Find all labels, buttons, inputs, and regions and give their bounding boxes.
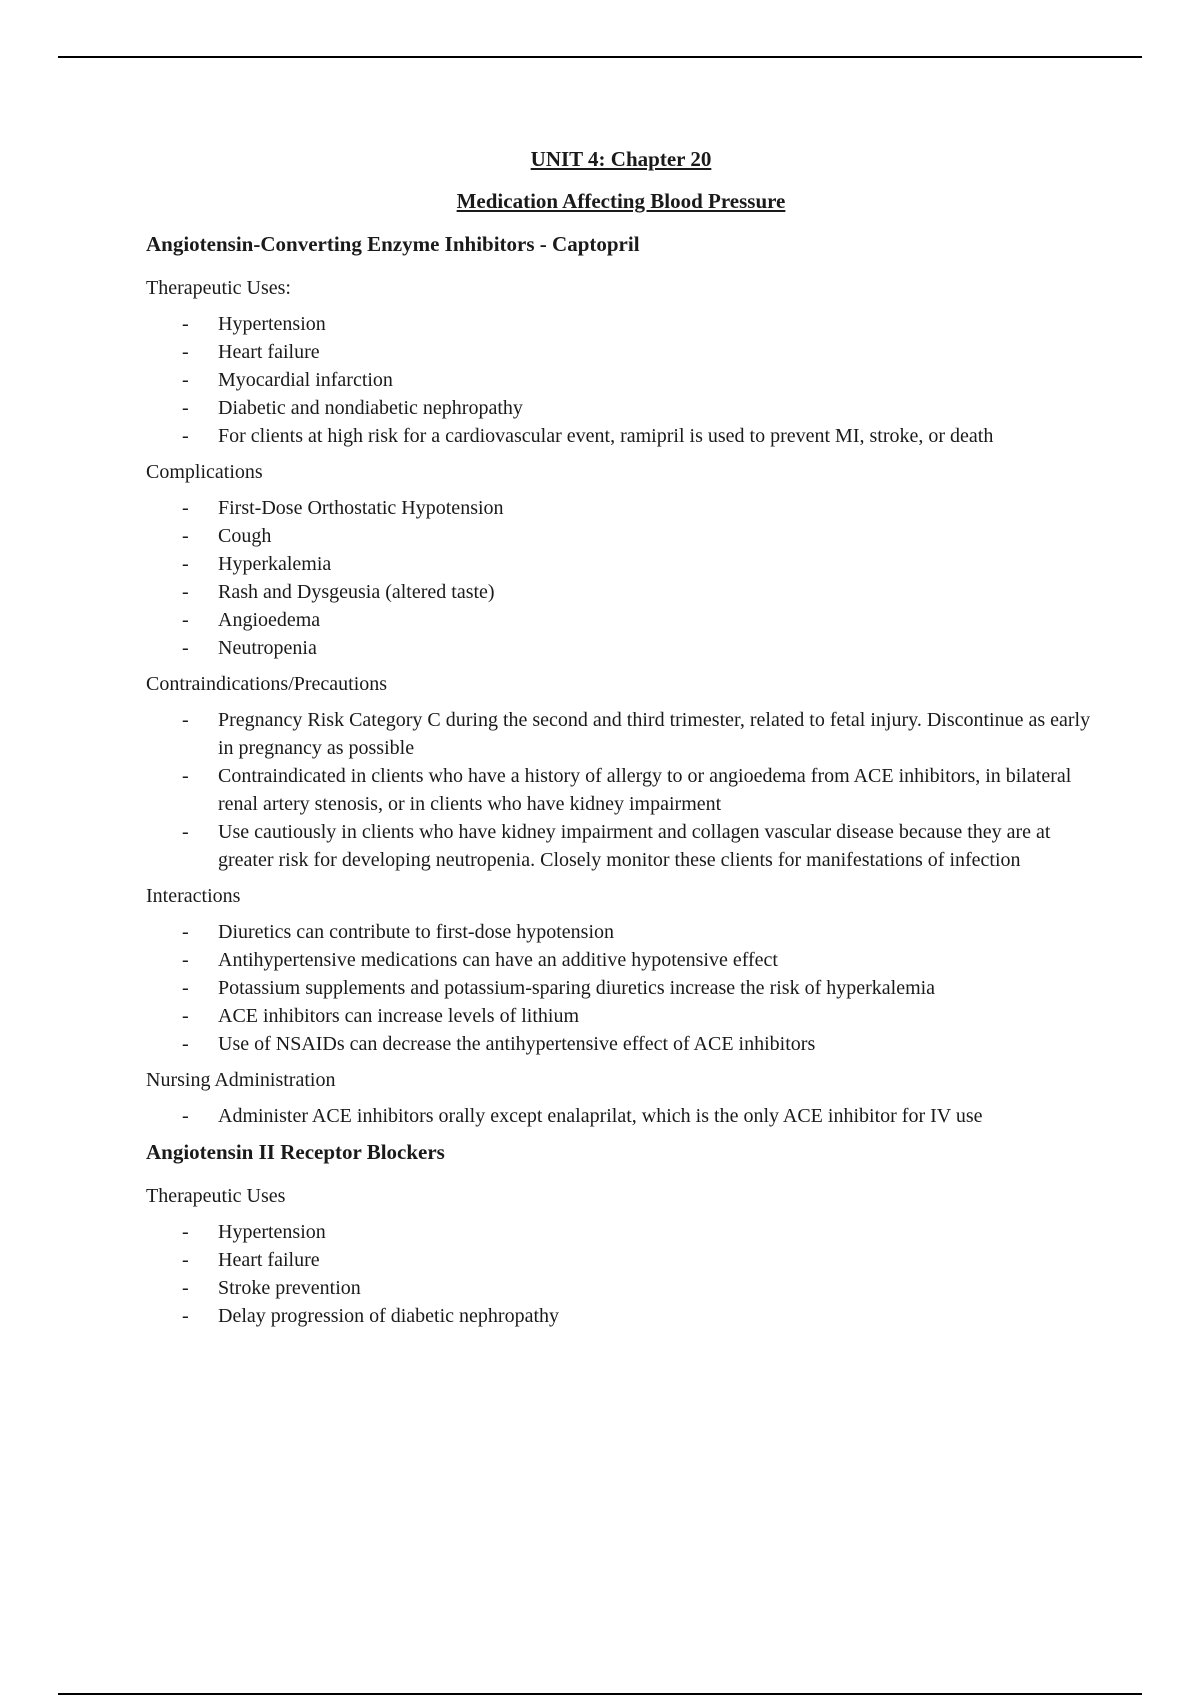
- bullet-list: [146, 494, 1096, 662]
- group-label: Complications: [146, 461, 263, 483]
- bullet-list: [146, 918, 1096, 1058]
- bullet-list: [146, 706, 1096, 874]
- list-item: - Heart failure: [146, 338, 1096, 366]
- group-label: Therapeutic Uses: [146, 1185, 286, 1207]
- document-subtitle: Medication Affecting Blood Pressure: [456, 189, 786, 213]
- list-item: - Diuretics can contribute to first-dose hypotension: [146, 918, 1096, 946]
- document-body: [146, 138, 1096, 1330]
- list-item: - Rash and Dysgeusia (altered taste): [146, 578, 1096, 606]
- list-item: - Cough: [146, 522, 1096, 550]
- document-title: UNIT 4: Chapter 20: [530, 147, 712, 171]
- group-label: Therapeutic Uses:: [146, 277, 291, 299]
- list-item: - ACE inhibitors can increase levels of lithium: [146, 1002, 1096, 1030]
- list-item: - For clients at high risk for a cardiovascular event, ramipril is used to prevent MI, stroke, or death: [146, 422, 1096, 450]
- list-item: - Hyperkalemia: [146, 550, 1096, 578]
- bullet-list: [146, 1218, 1096, 1330]
- list-item: - Stroke prevention: [146, 1274, 1096, 1302]
- list-item: - Use of NSAIDs can decrease the antihypertensive effect of ACE inhibitors: [146, 1030, 1096, 1058]
- list-item: - Hypertension: [146, 1218, 1096, 1246]
- list-item: - Use cautiously in clients who have kidney impairment and collagen vascular disease because they are at greater risk for developing neutropenia. Closely monitor these clients for manifestations of infection: [146, 818, 1096, 874]
- sections-container: [146, 222, 1096, 1330]
- list-item: - Myocardial infarction: [146, 366, 1096, 394]
- list-item: - Potassium supplements and potassium-sparing diuretics increase the risk of hyperkalemia: [146, 974, 1096, 1002]
- group-label: Nursing Administration: [146, 1069, 336, 1091]
- list-item: - First-Dose Orthostatic Hypotension: [146, 494, 1096, 522]
- list-item: - Pregnancy Risk Category C during the second and third trimester, related to fetal injury. Discontinue as early in pregnancy as possible: [146, 706, 1096, 762]
- group-label: Contraindications/Precautions: [146, 673, 388, 695]
- top-rule: [58, 56, 1142, 58]
- list-item: - Delay progression of diabetic nephropathy: [146, 1302, 1096, 1330]
- list-item: - Contraindicated in clients who have a history of allergy to or angioedema from ACE inhibitors, in bilateral renal artery stenosis, or in clients who have kidney impairment: [146, 762, 1096, 818]
- bullet-list: [146, 310, 1096, 450]
- bullet-list: [146, 1102, 1096, 1130]
- list-item: - Antihypertensive medications can have an additive hypotensive effect: [146, 946, 1096, 974]
- list-item: - Heart failure: [146, 1246, 1096, 1274]
- section-heading: Angiotensin-Converting Enzyme Inhibitors - Captopril: [146, 232, 640, 256]
- group-label: Interactions: [146, 885, 241, 907]
- list-item: - Hypertension: [146, 310, 1096, 338]
- list-item: - Angioedema: [146, 606, 1096, 634]
- list-item: - Diabetic and nondiabetic nephropathy: [146, 394, 1096, 422]
- bottom-rule: [58, 1693, 1142, 1695]
- list-item: - Administer ACE inhibitors orally except enalaprilat, which is the only ACE inhibitor for IV use: [146, 1102, 1096, 1130]
- section-heading: Angiotensin II Receptor Blockers: [146, 1140, 445, 1164]
- list-item: - Neutropenia: [146, 634, 1096, 662]
